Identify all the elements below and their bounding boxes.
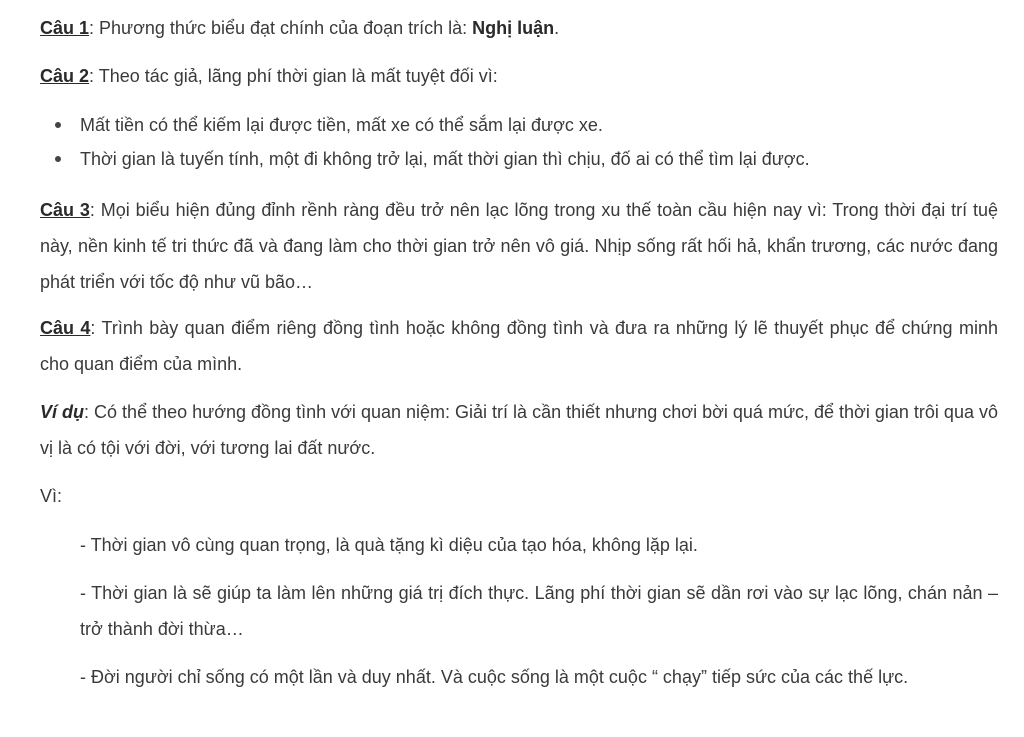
reason-item: - Đời người chỉ sống có một lần và duy nhất. Và cuộc sống là một cuộc “ chạy” tiếp sức của các thế lực. (80, 667, 909, 687)
reason-item: - Thời gian là sẽ giúp ta làm lên những giá trị đích thực. Lãng phí thời gian sẽ dần rơi vào sự lạc lõng, chán nản – trở thành đời thừa… (80, 583, 998, 639)
question-1 (40, 10, 998, 46)
example-paragraph (40, 394, 998, 466)
example-label: Ví dụ (40, 402, 85, 422)
question-1-text: : Phương thức biểu đạt chính của đoạn trích là: (89, 18, 473, 38)
question-2-bullet-list (40, 108, 810, 176)
list-item: Mất tiền có thể kiếm lại được tiền, mất xe có thể sắm lại được xe. (40, 108, 810, 142)
because-label: Vì: (40, 486, 63, 506)
example-text: : Có thể theo hướng đồng tình với quan niệm: Giải trí là cần thiết nhưng chơi bời quá mức, để thời gian trôi qua vô vị là có tội với đời, với tương lai đất nước. (40, 402, 998, 458)
question-1-label: Câu 1 (40, 18, 90, 38)
reason-item: - Thời gian vô cùng quan trọng, là quà tặng kì diệu của tạo hóa, không lặp lại. (80, 535, 698, 555)
question-3 (40, 192, 998, 300)
question-1-end: . (554, 18, 560, 38)
list-item: Thời gian là tuyến tính, một đi không trở lại, mất thời gian thì chịu, đố ai có thể tìm lại được. (40, 142, 810, 176)
question-3-text: : Mọi biểu hiện đủng đỉnh rềnh ràng đều trở nên lạc lõng trong xu thế toàn cầu hiện nay vì: Trong thời đại trí tuệ này, nền kinh tế tri thức đã và đang làm cho thời gian trở nên vô giá. Nhịp sống rất hối hả, khẩn trương, các nước đang phát triển với tốc độ như vũ bão… (40, 200, 998, 292)
question-4-label: Câu 4 (40, 318, 91, 338)
question-4-text: : Trình bày quan điểm riêng đồng tình hoặc không đồng tình và đưa ra những lý lẽ thuyết phục để chứng minh cho quan điểm của mình. (40, 318, 998, 374)
question-1-answer: Nghị luận (472, 18, 555, 38)
question-2-text: : Theo tác giả, lãng phí thời gian là mất tuyệt đối vì: (89, 66, 498, 86)
question-4 (40, 310, 998, 382)
question-3-label: Câu 3 (40, 200, 90, 220)
question-2 (40, 58, 998, 94)
question-2-label: Câu 2 (40, 66, 90, 86)
